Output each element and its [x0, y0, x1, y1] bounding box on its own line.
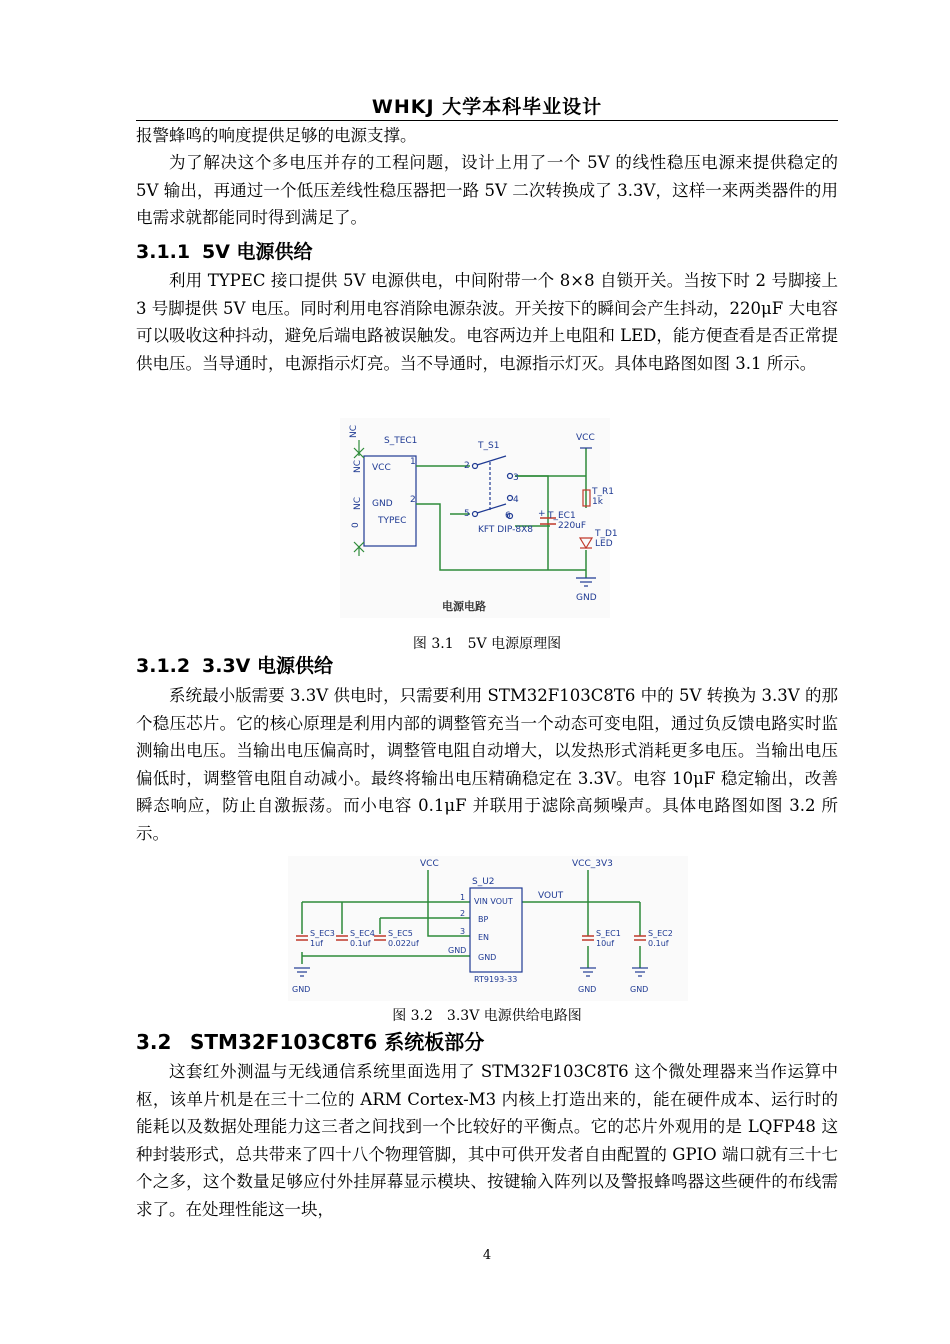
schematic-label: S_TEC1: [384, 436, 418, 446]
schematic-label: KFT DIP-8X8: [478, 525, 533, 535]
heading-number: 3.2: [136, 1030, 172, 1054]
schematic-label: BP: [478, 915, 489, 924]
schematic-label: 5: [464, 509, 470, 519]
schematic-label: S_EC3: [310, 929, 335, 938]
schematic-label: GND: [372, 499, 393, 509]
figure-caption: 图 3.1 5V 电源原理图: [412, 636, 562, 652]
paragraph: 系统最小版需要 3.3V 供电时，只需要利用 STM32F103C8T6 中的 5V 转换为 3.3V 的那个稳压芯片。它的核心原理是利用内部的调整管充当一个动态可变电阻，通过负反馈电路实时监测输出电压。当输出电压偏高时，调整管电阻自动增大，以发热形式消耗更多电压。当输出电压偏低时，调整管电阻自动减小。最终将输出电压精确稳定在 3.3V。电容 10μF 稳定输出，改善瞬态响应，防止自激振荡。而小电容 0.1μF 并联用于滤除高频噪声。具体电路图如图 3.2 所示。: [136, 686, 838, 843]
schematic-label: 1uf: [310, 939, 323, 948]
schematic-label: S_EC2: [648, 929, 673, 938]
section-heading-3-1-1: [136, 237, 313, 264]
schematic-label: 0.1uf: [648, 939, 669, 948]
schematic-label: VOUT: [538, 891, 564, 901]
schematic-label: VCC: [576, 433, 595, 443]
schematic-label: T_EC1: [548, 511, 576, 521]
schematic-label: T_D1: [595, 529, 618, 539]
schematic-label: GND: [448, 946, 467, 955]
schematic-label: NC: [349, 424, 359, 438]
schematic-label: GND: [576, 593, 597, 603]
schematic-label: 2: [460, 909, 466, 918]
heading-text: STM32F103C8T6 系统板部分: [190, 1030, 485, 1054]
heading-number: 3.1.2: [136, 655, 191, 677]
page-number: 4: [482, 1248, 492, 1263]
schematic-label: 0.022uf: [388, 939, 419, 948]
heading-number: 3.1.1: [136, 241, 191, 263]
schematic-label: VCC_3V3: [572, 859, 613, 869]
heading-text: 5V 电源供给: [202, 241, 313, 263]
paragraph: 报警蜂鸣的响度提供足够的电源支撑。: [136, 126, 417, 145]
schematic-label: 220uF: [558, 521, 587, 531]
schematic-label: VCC: [372, 463, 391, 473]
schematic-label: 1: [460, 893, 466, 902]
schematic-label: RT9193-33: [474, 975, 518, 984]
schematic-label: S_EC4: [350, 929, 375, 938]
schematic-label: 1k: [592, 497, 603, 507]
schematic-label: +: [538, 509, 546, 519]
schematic-label: T_R1: [592, 487, 614, 497]
section-heading-3-2: [136, 1026, 484, 1055]
schematic-label: VIN VOUT: [474, 897, 513, 906]
schematic-label: GND: [630, 985, 649, 994]
schematic-label: S_U2: [472, 877, 495, 887]
paragraph: 利用 TYPEC 接口提供 5V 电源供电，中间附带一个 8×8 自锁开关。当按下时 2 号脚接上 3 号脚提供 5V 电压。同时利用电容消除电源杂波。开关按下的瞬间会产生抖动，220μF 大电容可以吸收这种抖动，避免后端电路被误触发。电容两边并上电阻和 LED，能方便查看是否正常提供电压。当导通时，电源指示灯亮。当不导通时，电源指示灯灭。具体电路图如图 3.1 所示。: [136, 271, 838, 373]
schematic-label: GND: [478, 953, 497, 962]
paragraph: 为了解决这个多电压并存的工程问题，设计上用了一个 5V 的线性稳压电源来提供稳定的 5V 输出，再通过一个低压差线性稳压器把一路 5V 二次转换成了 3.3V，这样一来两类器件的用电需求就都能同时得到满足了。: [136, 153, 838, 227]
schematic-label: S_EC1: [596, 929, 621, 938]
schematic-label: TYPEC: [378, 516, 407, 526]
paragraph: 这套红外测温与无线通信系统里面选用了 STM32F103C8T6 这个微处理器来当作运算中枢，该单片机是在三十二位的 ARM Cortex-M3 内核上打造出来的，能在硬件成本、运行时的能耗以及数据处理能力这三者之间找到一个比较好的平衡点。它的芯片外观用的是 LQFP48 这种封装形式，总共带来了四十八个物理管脚，其中可供开发者自由配置的 GPIO 端口就有三十七个之多，这个数量足够应付外挂屏幕显示模块、按键输入阵列以及警报蜂鸣器这些硬件的布线需求了。在处理性能这一块，: [136, 1062, 838, 1219]
schematic-label: 3: [460, 927, 466, 936]
schematic-label: 2: [410, 495, 416, 505]
schematic-label: 1: [410, 457, 416, 467]
schematic-label: 4: [513, 495, 519, 505]
figure-3v3-power-schematic: [288, 856, 688, 1001]
schematic-label: 0: [351, 522, 361, 528]
schematic-label: T_S1: [478, 441, 500, 451]
schematic-label: EN: [478, 933, 490, 942]
schematic-label: VCC: [420, 859, 439, 869]
figure-caption: 图 3.2 3.3V 电源供给电路图: [392, 1008, 582, 1024]
schematic-label: LED: [595, 539, 613, 549]
schematic-label: NC: [353, 459, 363, 473]
schematic-label: S_EC5: [388, 929, 413, 938]
schematic-label: GND: [292, 985, 311, 994]
schematic-label: GND: [578, 985, 597, 994]
figure-5v-power-schematic: [340, 418, 618, 618]
schematic-label: NC: [353, 496, 363, 510]
schematic-label: 3: [513, 473, 519, 483]
page-header: WHKJ 大学本科毕业设计: [371, 96, 603, 118]
schematic-label: 2: [464, 461, 470, 471]
schematic-label: 6: [505, 511, 511, 521]
schematic-label: 0.1uf: [350, 939, 371, 948]
heading-text: 3.3V 电源供给: [202, 655, 333, 677]
schematic-title: 电源电路: [442, 600, 486, 613]
schematic-label: 10uf: [596, 939, 615, 948]
section-heading-3-1-2: [136, 651, 333, 678]
header-rule: [136, 120, 838, 121]
